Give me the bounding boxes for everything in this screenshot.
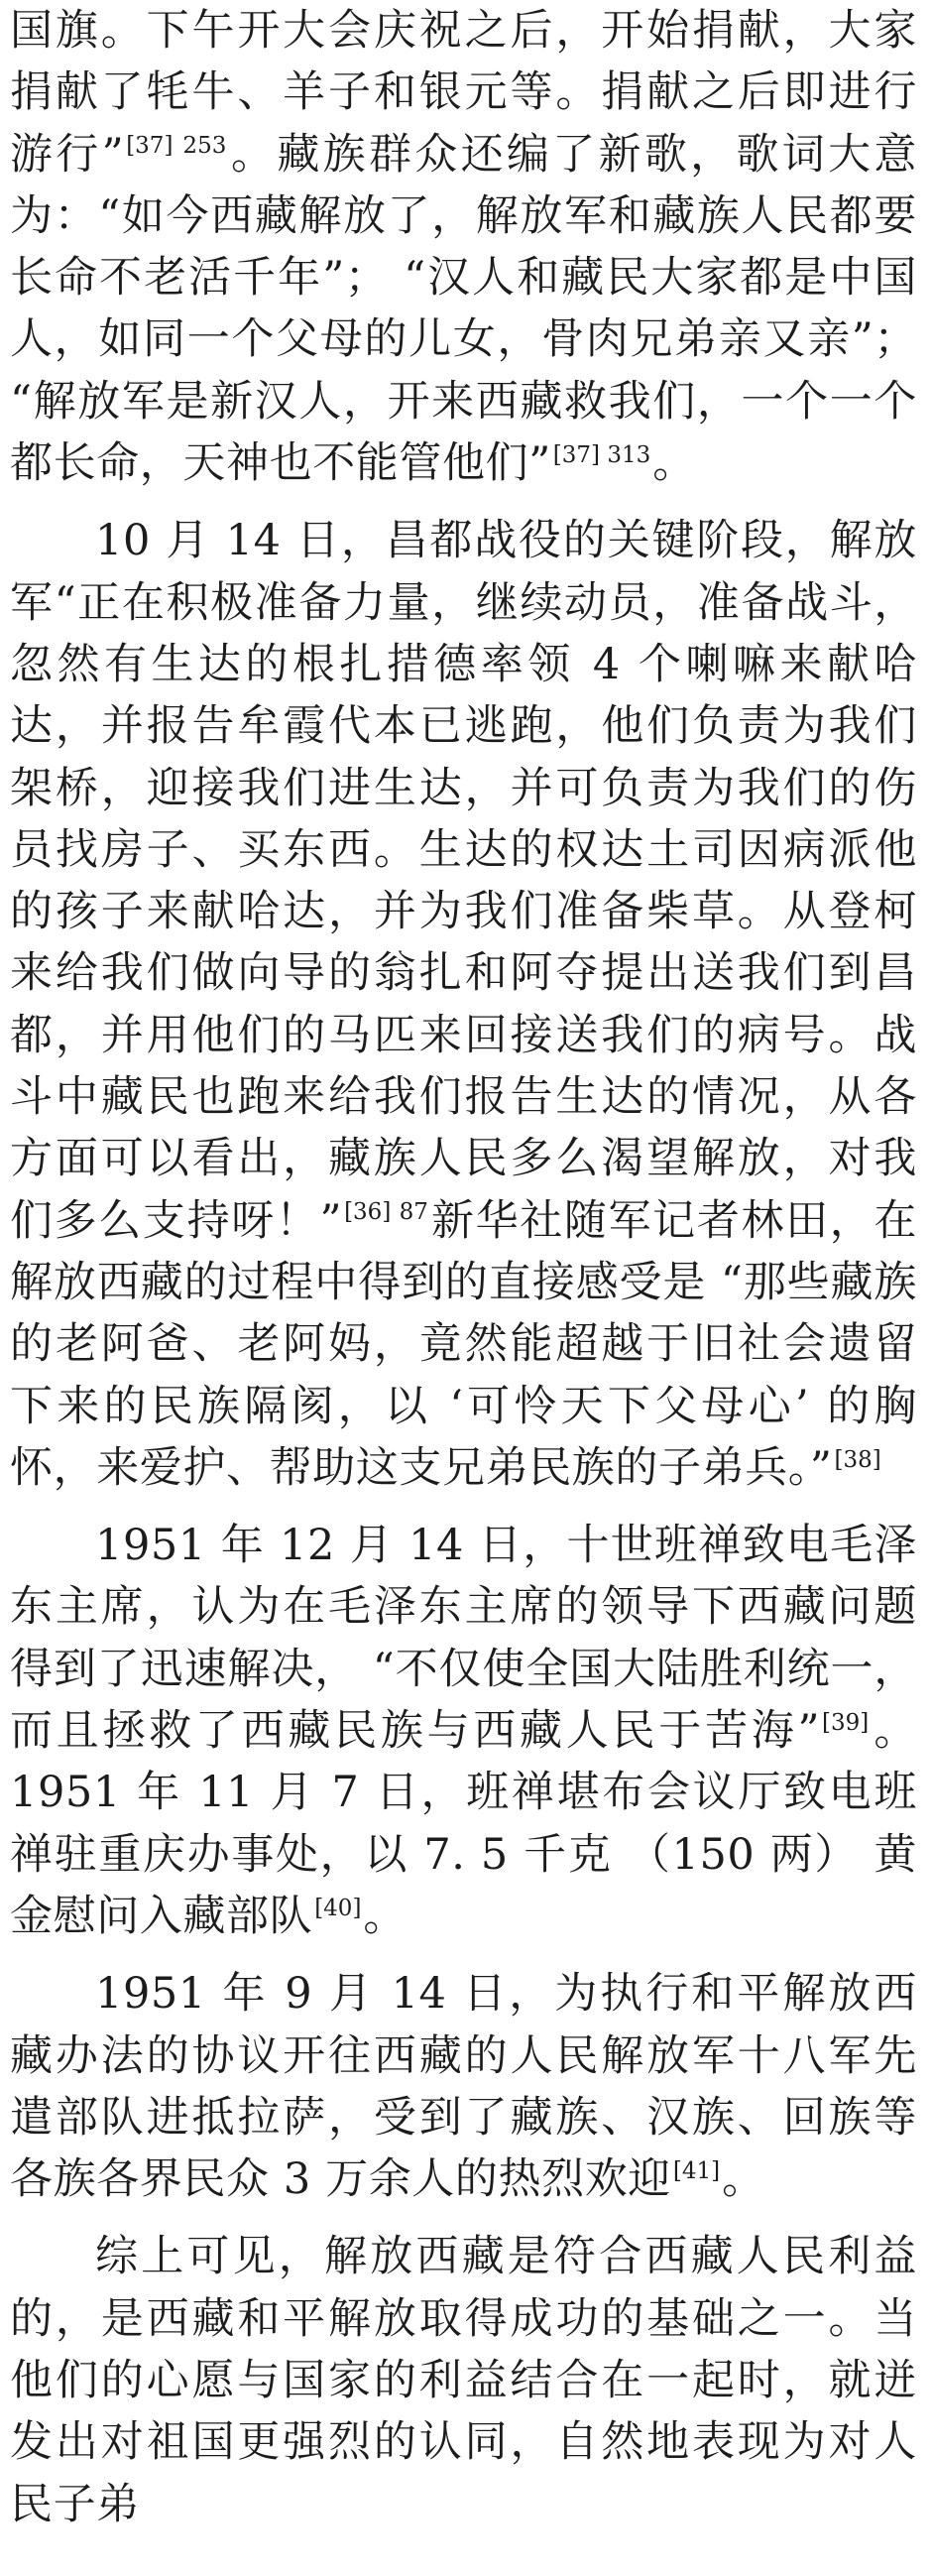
text-run: 综上可见，解放西藏是符合西藏人民利益的，是西藏和平解放取得成功的基础之一。当他们的心愿与国家的利益结合在一起时，就迸发出对祖国更强烈的认同，自然地表现为对人民子弟 — [10, 2232, 917, 2529]
text-run: 。 — [652, 438, 696, 489]
text-run: 国旗。下午开大会庆祝之后，开始捐献，大家捐献了牦牛、羊子和银元等。捐献之后即进行游行” — [10, 6, 917, 180]
paragraph-1 — [10, 0, 917, 494]
citation-ref: [41] — [672, 2157, 721, 2184]
article-body — [10, 0, 917, 2535]
paragraph-3 — [10, 1515, 917, 1947]
text-run: 新华社随军记者林田，在解放西藏的过程中得到的直接感受是 “那些藏族的老阿爸、老阿妈，竟然能超越于旧社会遗留下来的民族隔阂，以 ‘可怜天下父母心’ 的胸怀，来爱护、帮助这支兄弟民族的子弟兵。” — [10, 1195, 917, 1493]
paragraph-2 — [10, 510, 917, 1499]
text-run: 1951 年 9 月 14 日，为执行和平解放西藏办法的协议开往西藏的人民解放军十八军先遣部队进抵拉萨，受到了藏族、汉族、回族等各族各界民众 3 万余人的热烈欢迎 — [10, 1969, 917, 2205]
text-run: 。 — [722, 2154, 765, 2205]
citation-ref: [40] — [314, 1895, 362, 1921]
text-run: 。 — [363, 1891, 408, 1941]
text-run: 。藏族群众还编了新歌，歌词大意为：“如今西藏解放了，解放军和藏族人民都要长命不老活千年”； “汉人和藏民大家都是中国人，如同一个父母的儿女，骨肉兄弟亲又亲”； “解放军是新汉人，开来西藏救我们，一个一个都长命，天神也不能管他们” — [10, 129, 917, 489]
citation-ref: [37] 313 — [552, 441, 651, 468]
citation-ref: [39] — [822, 1709, 870, 1736]
citation-ref: [37] 253 — [126, 133, 227, 160]
paragraph-5 — [10, 2226, 917, 2534]
text-run: 。1951 年 11 月 7 日，班禅堪布会议厅致电班禅驻重庆办事处，以 7. 5 千克 （150 两） 黄金慰问入藏部队 — [10, 1706, 917, 1941]
text-run: 1951 年 12 月 14 日，十世班禅致电毛泽东主席，认为在毛泽东主席的领导下西藏问题得到了迅速解决， “不仅使全国大陆胜利统一，而且拯救了西藏民族与西藏人民于苦海” — [10, 1521, 917, 1757]
text-run: 10 月 14 日，昌都战役的关键阶段，解放军“正在积极准备力量，继续动员，准备战斗，忽然有生达的根扎措德率领 4 个喇嘛来献哈达，并报告牟霞代本已逃跑，他们负责为我们架桥，迎接我们进生达，并可负责为我们的伤员找房子、买东西。生达的权达土司因病派他的孩子来献哈达，并为我们准备柴草。从登柯来给我们做向导的翁扎和阿夺提出送我们到昌都，并用他们的马匹来回接送我们的病号。战斗中藏民也跑来给我们报告生达的情况，从各方面可以看出，藏族人民多么渴望解放，对我们多么支持呀！” — [10, 516, 917, 1246]
citation-ref: [38] — [834, 1446, 881, 1473]
paragraph-4 — [10, 1963, 917, 2210]
citation-ref: [36] 87 — [344, 1199, 428, 1226]
